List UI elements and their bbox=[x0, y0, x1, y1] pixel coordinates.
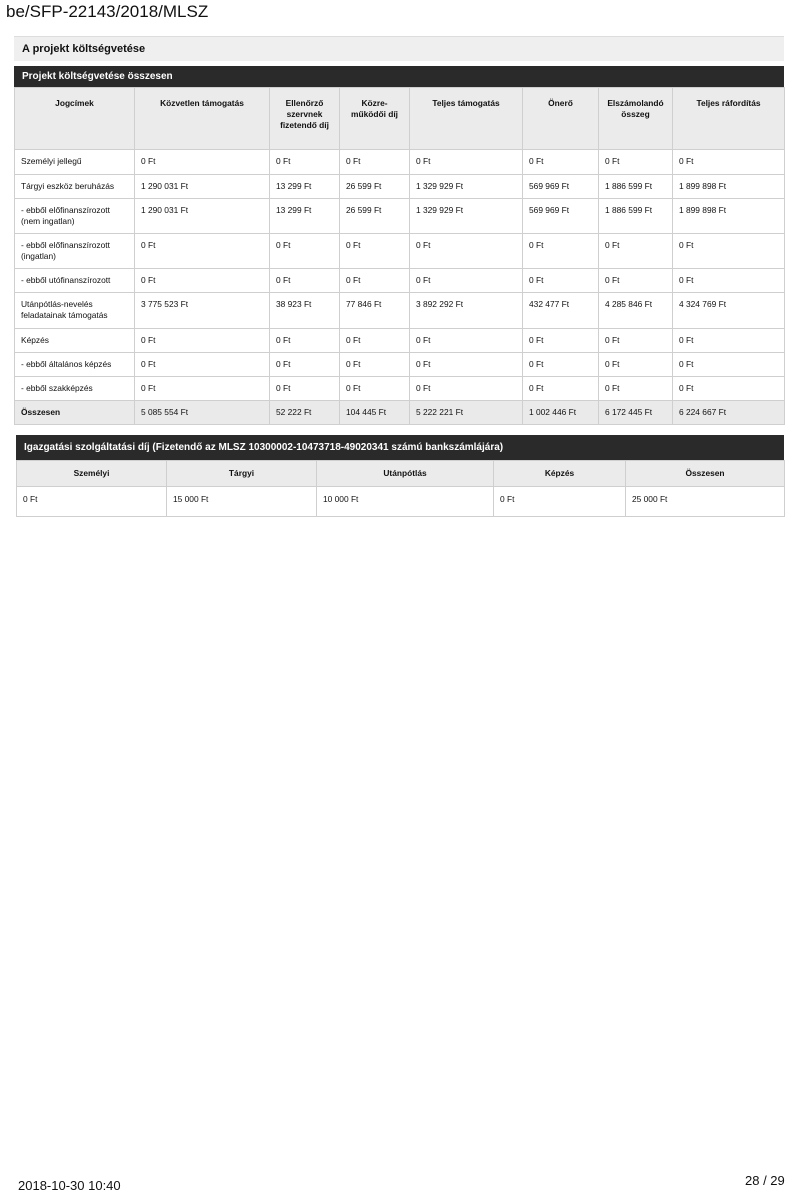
amount-cell: 3 775 523 Ft bbox=[135, 293, 270, 329]
amount-cell: 6 172 445 Ft bbox=[599, 401, 673, 425]
row-label: - ebből előfinanszírozott (ingatlan) bbox=[15, 234, 135, 269]
amount-cell: 1 290 031 Ft bbox=[135, 175, 270, 199]
amount-cell: 0 Ft bbox=[523, 377, 599, 401]
amount-cell: 26 599 Ft bbox=[340, 199, 410, 234]
amount-cell: 13 299 Ft bbox=[270, 199, 340, 234]
row-label: - ebből előfinanszírozott (nem ingatlan) bbox=[15, 199, 135, 234]
amount-cell: 569 969 Ft bbox=[523, 175, 599, 199]
amount-cell: 38 923 Ft bbox=[270, 293, 340, 329]
column-header: Önerő bbox=[523, 88, 599, 150]
row-label: Utánpótlás-nevelés feladatainak támogatás bbox=[15, 293, 135, 329]
amount-cell: 0 Ft bbox=[340, 329, 410, 353]
amount-cell: 0 Ft bbox=[599, 150, 673, 175]
budget-header-row bbox=[15, 88, 785, 150]
amount-cell: 0 Ft bbox=[410, 377, 523, 401]
amount-cell: 0 Ft bbox=[599, 234, 673, 269]
amount-cell: 13 299 Ft bbox=[270, 175, 340, 199]
amount-cell: 5 222 221 Ft bbox=[410, 401, 523, 425]
amount-cell: 0 Ft bbox=[673, 234, 785, 269]
amount-cell: 0 Ft bbox=[673, 377, 785, 401]
column-header: Tárgyi bbox=[167, 461, 317, 487]
row-label: - ebből általános képzés bbox=[15, 353, 135, 377]
amount-cell: 0 Ft bbox=[523, 150, 599, 175]
column-header: Jogcímek bbox=[15, 88, 135, 150]
section-title: A projekt költségvetése bbox=[22, 43, 146, 55]
amount-cell: 0 Ft bbox=[673, 353, 785, 377]
row-label: Személyi jellegű bbox=[15, 150, 135, 175]
row-label: Képzés bbox=[15, 329, 135, 353]
amount-cell: 0 Ft bbox=[340, 150, 410, 175]
amount-cell: 1 002 446 Ft bbox=[523, 401, 599, 425]
fee-header-row bbox=[17, 461, 785, 487]
footer-timestamp: 2018-10-30 10:40 bbox=[18, 1178, 121, 1193]
amount-cell: 0 Ft bbox=[270, 329, 340, 353]
amount-cell: 0 Ft bbox=[523, 234, 599, 269]
amount-cell: 0 Ft bbox=[523, 269, 599, 293]
amount-cell: 0 Ft bbox=[523, 353, 599, 377]
column-header: Képzés bbox=[494, 461, 626, 487]
fee-row bbox=[17, 487, 785, 517]
amount-cell: 1 886 599 Ft bbox=[599, 199, 673, 234]
amount-cell: 0 Ft bbox=[673, 150, 785, 175]
amount-cell: 1 899 898 Ft bbox=[673, 199, 785, 234]
amount-cell: 0 Ft bbox=[135, 329, 270, 353]
amount-cell: 1 290 031 Ft bbox=[135, 199, 270, 234]
amount-cell: 0 Ft bbox=[410, 269, 523, 293]
table-row bbox=[15, 175, 785, 199]
table-row bbox=[15, 269, 785, 293]
amount-cell: 0 Ft bbox=[673, 269, 785, 293]
column-header: Személyi bbox=[17, 461, 167, 487]
column-header: Közre-működői díj bbox=[340, 88, 410, 150]
amount-cell: 0 Ft bbox=[599, 269, 673, 293]
fee-cell: 0 Ft bbox=[17, 487, 167, 517]
amount-cell: 1 899 898 Ft bbox=[673, 175, 785, 199]
total-row bbox=[15, 401, 785, 425]
amount-cell: 104 445 Ft bbox=[340, 401, 410, 425]
amount-cell: 0 Ft bbox=[599, 377, 673, 401]
table-row bbox=[15, 234, 785, 269]
amount-cell: 0 Ft bbox=[410, 150, 523, 175]
table-row bbox=[15, 329, 785, 353]
amount-cell: 0 Ft bbox=[340, 269, 410, 293]
column-header: Közvetlen támogatás bbox=[135, 88, 270, 150]
table-row bbox=[15, 199, 785, 234]
amount-cell: 52 222 Ft bbox=[270, 401, 340, 425]
row-label: Tárgyi eszköz beruházás bbox=[15, 175, 135, 199]
amount-cell: 77 846 Ft bbox=[340, 293, 410, 329]
column-header: Összesen bbox=[626, 461, 785, 487]
page-number: 28 / 29 bbox=[745, 1173, 785, 1188]
amount-cell: 0 Ft bbox=[270, 269, 340, 293]
budget-table-title: Projekt költségvetése összesen bbox=[14, 66, 784, 87]
amount-cell: 0 Ft bbox=[270, 377, 340, 401]
amount-cell: 0 Ft bbox=[523, 329, 599, 353]
row-label: - ebből utófinanszírozott bbox=[15, 269, 135, 293]
amount-cell: 6 224 667 Ft bbox=[673, 401, 785, 425]
document-id: be/SFP-22143/2018/MLSZ bbox=[6, 2, 209, 21]
fee-table bbox=[16, 460, 785, 517]
table-row bbox=[15, 150, 785, 175]
amount-cell: 0 Ft bbox=[599, 329, 673, 353]
column-header: Teljes ráfordítás bbox=[673, 88, 785, 150]
fee-table-title: Igazgatási szolgáltatási díj (Fizetendő az MLSZ 10300002-10473718-49020341 számú bankszámlájára) bbox=[16, 435, 784, 460]
section-header bbox=[14, 36, 784, 61]
table-row bbox=[15, 353, 785, 377]
column-header: Utánpótlás bbox=[317, 461, 494, 487]
amount-cell: 1 329 929 Ft bbox=[410, 175, 523, 199]
amount-cell: 26 599 Ft bbox=[340, 175, 410, 199]
column-header: Ellenőrző szervnek fizetendő díj bbox=[270, 88, 340, 150]
fee-cell: 25 000 Ft bbox=[626, 487, 785, 517]
amount-cell: 1 886 599 Ft bbox=[599, 175, 673, 199]
fee-cell: 10 000 Ft bbox=[317, 487, 494, 517]
budget-table bbox=[14, 87, 785, 425]
amount-cell: 0 Ft bbox=[135, 377, 270, 401]
amount-cell: 0 Ft bbox=[599, 353, 673, 377]
amount-cell: 0 Ft bbox=[340, 234, 410, 269]
table-row bbox=[15, 293, 785, 329]
amount-cell: 0 Ft bbox=[673, 329, 785, 353]
amount-cell: 4 324 769 Ft bbox=[673, 293, 785, 329]
amount-cell: 0 Ft bbox=[135, 353, 270, 377]
amount-cell: 3 892 292 Ft bbox=[410, 293, 523, 329]
amount-cell: 4 285 846 Ft bbox=[599, 293, 673, 329]
amount-cell: 0 Ft bbox=[410, 353, 523, 377]
amount-cell: 569 969 Ft bbox=[523, 199, 599, 234]
amount-cell: 0 Ft bbox=[340, 353, 410, 377]
amount-cell: 0 Ft bbox=[270, 150, 340, 175]
amount-cell: 0 Ft bbox=[135, 234, 270, 269]
amount-cell: 5 085 554 Ft bbox=[135, 401, 270, 425]
fee-cell: 0 Ft bbox=[494, 487, 626, 517]
amount-cell: 0 Ft bbox=[410, 234, 523, 269]
amount-cell: 0 Ft bbox=[270, 353, 340, 377]
amount-cell: 0 Ft bbox=[135, 150, 270, 175]
table-row bbox=[15, 377, 785, 401]
amount-cell: 432 477 Ft bbox=[523, 293, 599, 329]
amount-cell: 0 Ft bbox=[410, 329, 523, 353]
fee-cell: 15 000 Ft bbox=[167, 487, 317, 517]
column-header: Elszámolandó összeg bbox=[599, 88, 673, 150]
amount-cell: 0 Ft bbox=[340, 377, 410, 401]
row-label: - ebből szakképzés bbox=[15, 377, 135, 401]
amount-cell: 0 Ft bbox=[270, 234, 340, 269]
amount-cell: 1 329 929 Ft bbox=[410, 199, 523, 234]
column-header: Teljes támogatás bbox=[410, 88, 523, 150]
row-label: Összesen bbox=[15, 401, 135, 425]
amount-cell: 0 Ft bbox=[135, 269, 270, 293]
